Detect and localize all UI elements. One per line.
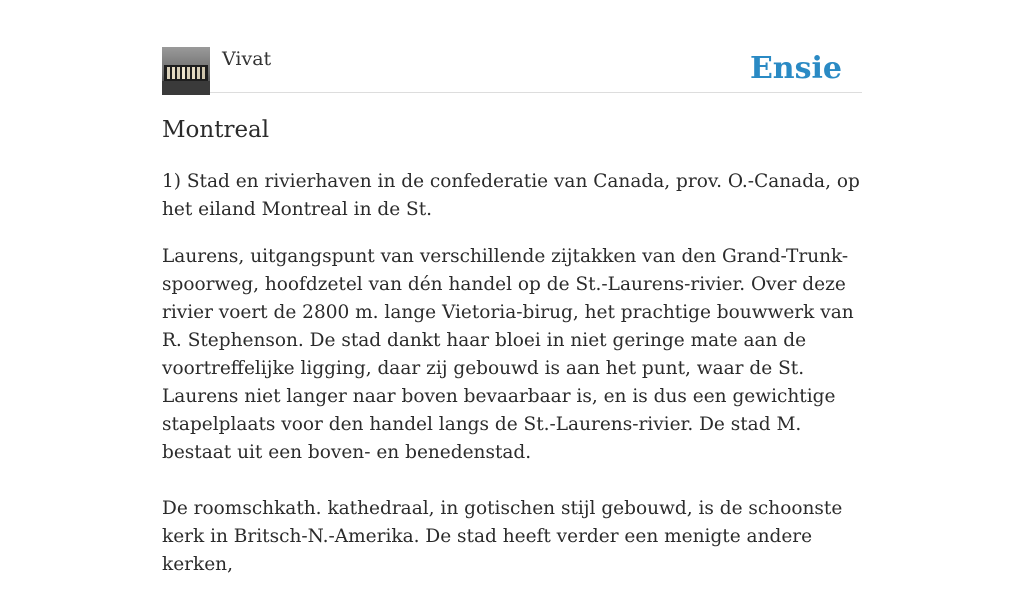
paragraph: De roomschkath. kathedraal, in gotischen stijl gebouwd, is de schoonste kerk in Britsch-N.-Amerika. De stad heeft verder een menigte andere kerken, [162,498,843,575]
brand-logo[interactable]: Ensie [749,51,842,86]
paragraph: Laurens, uitgangspunt van verschillende zijtakken van den Grand-Trunk-spoorweg, hoofdzetel van dén handel op de St.-Laurens-rivier. Over deze rivier voert de 2800 m. lange Vietoria-birug, het prachtige bouwwerk van R. Stephenson. De stad dankt haar bloei in niet geringe mate aan de voortreffelijke ligging, daar zij gebouwd is aan het punt, waar de St. Laurens niet langer naar boven bevaarbaar is, en is dus een gewichtige stapelplaats voor den handel langs de St.-Laurens-rivier. De stad M. bestaat uit een boven- en benedenstad. [162,246,854,463]
header [162,47,862,93]
article-title: Montreal [162,117,270,143]
article-body [162,168,862,598]
paragraph: 1) Stad en rivierhaven in de confederatie van Canada, prov. O.-Canada, op het eiland Montreal in de St. [162,171,860,220]
avatar-image [162,47,210,95]
author-avatar[interactable] [162,47,210,95]
author-name[interactable]: Vivat [222,48,272,70]
